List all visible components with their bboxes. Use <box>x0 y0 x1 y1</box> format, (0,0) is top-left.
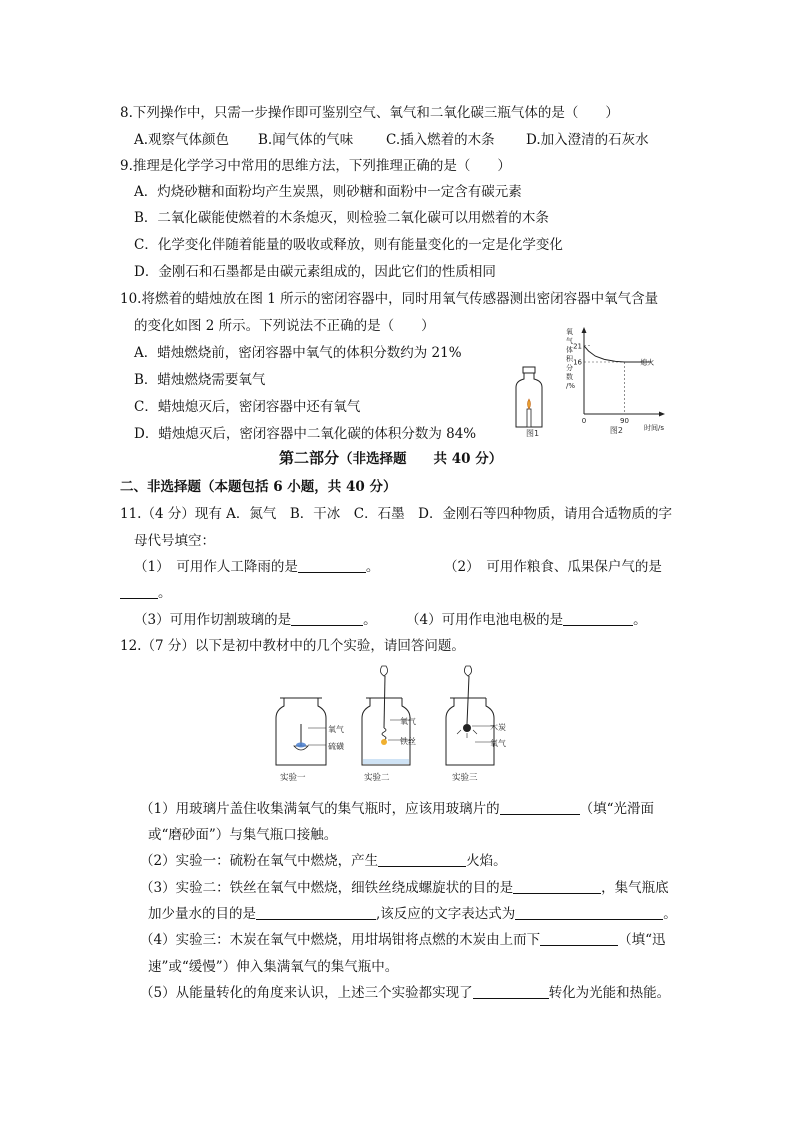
q11-part4 <box>406 611 647 629</box>
q11-part2: （2） 可用作粮食、瓜果保户气的是 <box>444 559 662 575</box>
q12-answer-2[interactable] <box>378 852 466 867</box>
q12-part1-text: （1）用玻璃片盖住收集满氧气的集气瓶时，应该用玻璃片的 <box>140 801 500 817</box>
q11-part1-end: 。 <box>365 559 380 575</box>
q10-chart-xtick-0: 0 <box>581 417 587 425</box>
q8-option-a: A.观察气体颜色 <box>134 132 230 148</box>
q12-part1-line1 <box>140 800 654 818</box>
q12-part4-line1 <box>140 931 666 949</box>
q8-stem: 8.下列操作中，只需一步操作即可鉴别空气、氧气和二氧化碳三瓶气体的是（ ） <box>120 105 619 121</box>
q11-part1 <box>134 558 379 576</box>
q8-option-d: D.加入澄清的石灰水 <box>526 132 649 148</box>
q10-chart-y-axis-label-char: 气 <box>566 337 573 345</box>
q10-chart-ytick-16: 16 <box>573 358 582 367</box>
q11-part4-text: （4）可用作电池电极的是 <box>406 612 564 628</box>
q12-answer-5[interactable] <box>473 984 549 999</box>
exp3-label-charcoal: 木炭 <box>490 723 506 732</box>
q11-part3 <box>134 611 377 629</box>
q10-chart-ytick-21: 21 <box>573 342 582 351</box>
q11-answer-2[interactable] <box>120 584 158 599</box>
q10-chart-y-axis-label-char: 体 <box>566 346 573 354</box>
part2-title-main: 第二部分 <box>279 449 340 467</box>
exp2-label-oxygen: 氧气 <box>400 717 416 726</box>
q10-chart-y-axis-label-char: 数 <box>566 373 573 381</box>
q11-part2-cont <box>120 584 172 602</box>
q10-stem-line1: 10.将燃着的蜡烛放在图 1 所示的密闭容器中，同时用氧气传感器测出密闭容器中氧气含量 <box>120 291 659 307</box>
q10-stem-line2: 的变化如图 2 所示。下列说法不正确的是（ ） <box>134 318 435 334</box>
q11-part1-text: （1） 可用作人工降雨的是 <box>134 559 298 575</box>
q10-chart-x-arrow <box>659 412 665 417</box>
q10-chart-xtick-90: 90 <box>620 417 629 425</box>
q9-stem: 9.推理是化学学习中常用的思维方法，下列推理正确的是（ ） <box>120 158 511 174</box>
q12-part4-line2: 速”或“缓慢”）伸入集满氧气的集气瓶中。 <box>148 959 399 975</box>
q12-part2-end: 火焰。 <box>466 853 507 869</box>
experiment-3-charcoal-jar <box>446 666 506 783</box>
q10-fig2-label: 图2 <box>609 426 623 435</box>
q10-chart-y-axis-label-char: 分 <box>566 364 573 372</box>
q10-fig1-label: 图1 <box>526 429 540 437</box>
q12-part3-text3: ,该反应的文字表达式为 <box>376 906 516 922</box>
q9-option-a: A．灼烧砂糖和面粉均产生炭黑，则砂糖和面粉中一定含有碳元素 <box>134 184 522 200</box>
q12-part5-end: 转化为光能和热能。 <box>548 985 671 1001</box>
q10-chart-x-axis-label: 时间/s <box>644 424 665 432</box>
q12-part2-text: （2）实验一：硫粉在氧气中燃烧，产生 <box>140 853 379 869</box>
q11-stem-line1: 11.（4 分）现有 A．氮气 B．干冰 C．石墨 D．金刚石等四种物质，请用合适物质的字 <box>120 506 672 522</box>
exp2-label-iron-wire: 铁丝 <box>400 737 416 746</box>
q10-option-a: A．蜡烛燃烧前，密闭容器中氧气的体积分数约为 21% <box>134 345 462 361</box>
q10-chart-y-axis-label-char: 氧 <box>566 328 573 336</box>
q12-part3-line1 <box>140 879 669 897</box>
q12-part4-text: （4）实验三：木炭在氧气中燃烧，用坩埚钳将点燃的木炭由上而下 <box>140 932 541 948</box>
q12-part2 <box>140 852 507 870</box>
q12-part1-line2: 或“磨砂面”）与集气瓶口接触。 <box>148 827 338 843</box>
q12-answer-4[interactable] <box>540 931 618 946</box>
q12-answer-3a[interactable] <box>513 879 601 894</box>
q12-answer-1[interactable] <box>500 800 580 815</box>
q10-option-c: C．蜡烛熄灭后，密闭容器中还有氧气 <box>134 399 361 415</box>
exp1-label-sulfur: 硫磺 <box>328 742 344 751</box>
q11-stem-line2: 母代号填空： <box>134 533 215 549</box>
q9-option-c: C．化学变化伴随着能量的吸收或释放，则有能量变化的一定是化学变化 <box>134 237 563 253</box>
q12-experiments-figure <box>270 662 532 788</box>
exp3-caption: 实验三 <box>452 773 478 783</box>
section2-heading: 二、非选择题（本题包括 6 小题，共 40 分） <box>120 479 397 495</box>
q12-part1-hint: （填“光滑面 <box>579 801 654 817</box>
exp3-label-oxygen: 氧气 <box>490 739 506 748</box>
q12-part3-line2 <box>148 905 677 923</box>
q8-option-c: C.插入燃着的木条 <box>386 132 495 148</box>
q9-option-b: B．二氧化碳能使燃着的木条熄灭，则检验二氧化碳可以用燃着的木条 <box>134 210 549 226</box>
q12-stem: 12.（7 分）以下是初中教材中的几个实验，请回答问题。 <box>120 638 465 654</box>
q10-chart-y-axis-label-char: /% <box>566 382 576 390</box>
q8-option-b: B.闻气体的气味 <box>258 132 354 148</box>
q12-part3-text2: 加少量水的目的是 <box>148 906 256 922</box>
q11-part4-end: 。 <box>633 612 647 628</box>
q12-part5-text: （5）从能量转化的角度来认识，上述三个实验都实现了 <box>140 985 473 1001</box>
q11-part3-end: 。 <box>363 612 377 628</box>
q11-answer-4[interactable] <box>563 611 633 626</box>
q11-part3-text: （3）可用作切割玻璃的是 <box>134 612 292 628</box>
exp1-label-oxygen: 氧气 <box>328 725 344 734</box>
q10-fig2-oxygen-chart <box>560 322 668 436</box>
exp2-caption: 实验二 <box>364 773 390 783</box>
q10-chart-y-arrow <box>582 327 587 333</box>
q12-part5 <box>140 984 670 1002</box>
q9-option-d: D．金刚石和石墨都是由碳元素组成的，因此它们的性质相同 <box>134 264 496 280</box>
q10-chart-y-axis-label-char: 积 <box>566 355 573 363</box>
exp1-caption: 实验一 <box>280 773 306 783</box>
q12-part3-text: （3）实验二：铁丝在氧气中燃烧，细铁丝绕成螺旋状的目的是 <box>140 880 514 896</box>
q10-chart-annotation-extinguish: 熄火 <box>640 358 655 367</box>
experiment-1-sulfur-jar <box>276 698 344 783</box>
part2-title <box>279 449 502 468</box>
q12-answer-3c[interactable] <box>515 905 663 920</box>
q11-part2-end: 。 <box>158 585 172 601</box>
q10-fig1-bottle-with-candle <box>512 365 552 437</box>
q10-option-d: D．蜡烛熄灭后，密闭容器中二氧化碳的体积分数为 84% <box>134 426 477 442</box>
q10-option-b: B．蜡烛燃烧需要氧气 <box>134 372 266 388</box>
q11-answer-3[interactable] <box>291 611 363 626</box>
q12-part3-cont: ，集气瓶底 <box>601 880 669 896</box>
q12-part3-end: 。 <box>663 906 677 922</box>
q12-answer-3b[interactable] <box>256 905 376 920</box>
q12-part4-hint: （填“迅 <box>618 932 666 948</box>
part2-title-sub: （非选择题 共 40 分） <box>339 451 503 467</box>
experiment-2-iron-wire-jar <box>362 666 416 783</box>
q11-answer-1[interactable] <box>298 558 366 573</box>
